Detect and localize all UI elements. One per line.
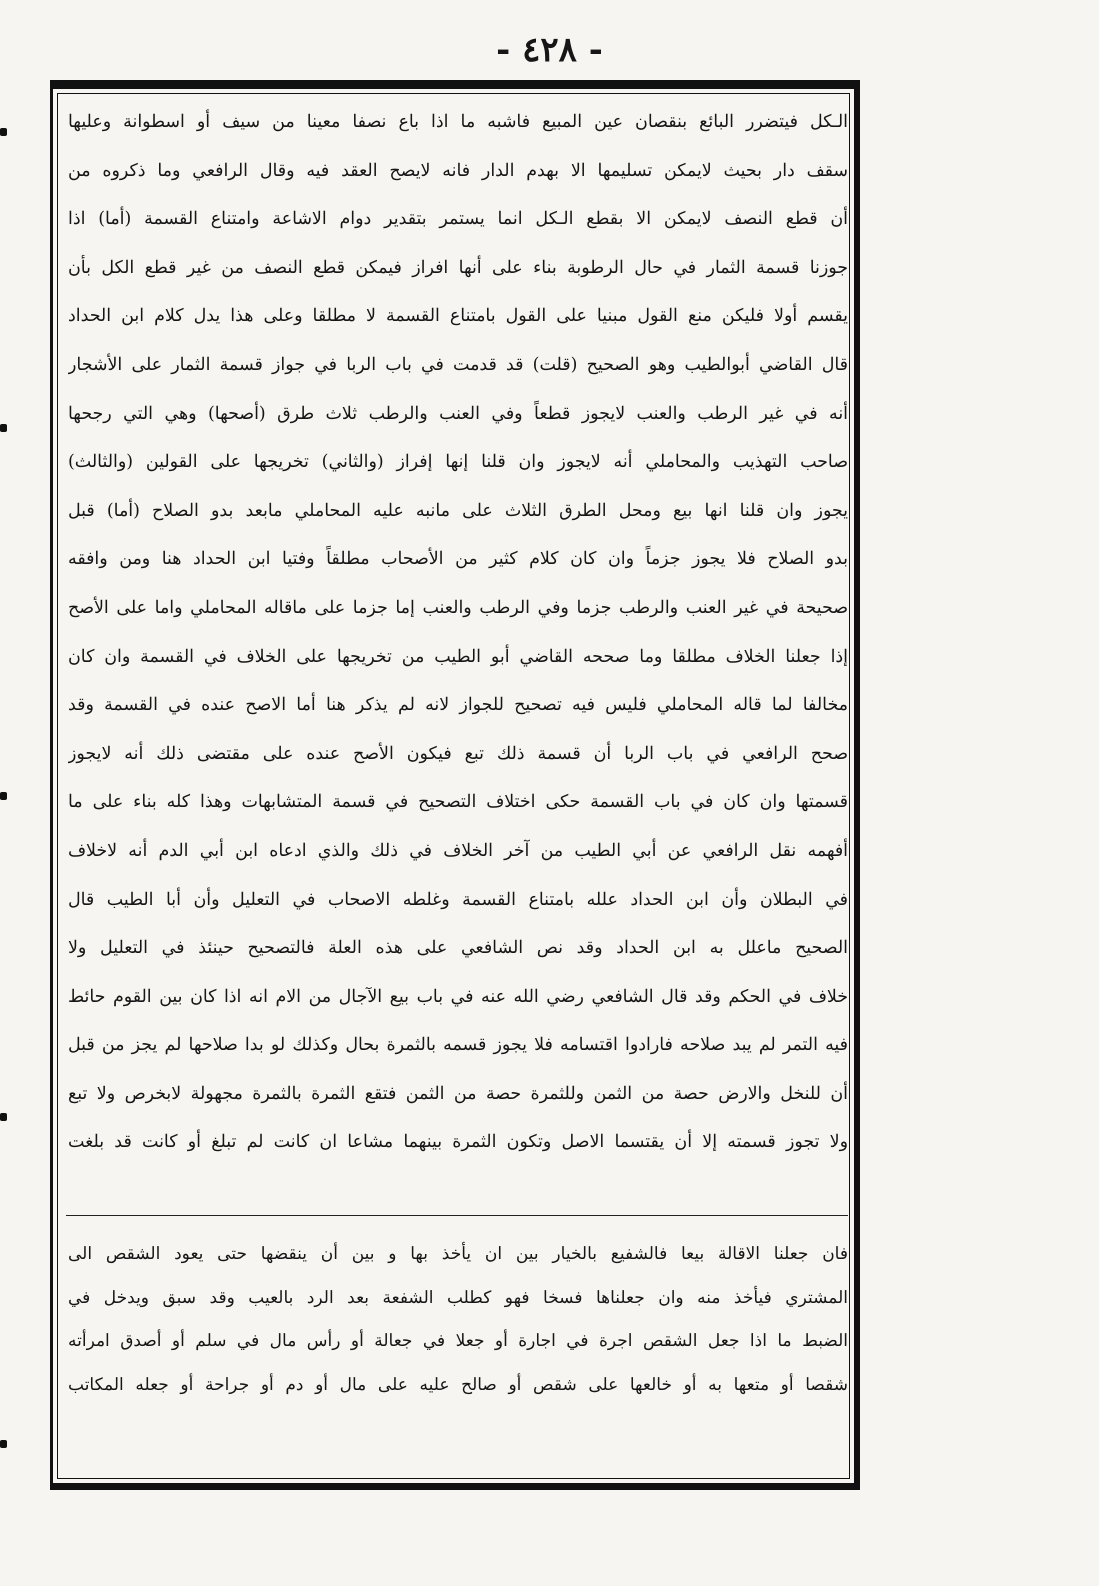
footnote-line: الضبط ما اذا جعل الشقص اجرة في اجارة أو جعلا في جعالة أو رأس مال في سلم أو أصدق امرأته (68, 1331, 848, 1351)
text-line: الصحيح ماعلل به ابن الحداد وقد نص الشافعي على هذه العلة فالتصحيح حينئذ في التعليل ولا (68, 938, 848, 959)
footnote-separator (66, 1215, 848, 1216)
text-line: أنه في غير الرطب والعنب لايجوز قطعاً وفي العنب والرطب ثلاث طرق (أصحها) وهي التي رجحها (68, 403, 848, 424)
text-line: صحيحة في غير العنب والرطب جزما وفي الرطب والعنب إما جزما على ماقاله المحاملي واما على الأصح (68, 597, 848, 618)
footnote-line: المشتري فيأخذ منه وان جعلناها فسخا فهو كطلب الشفعة بعد الرد بالعيب وقد سبق ويدخل في (68, 1287, 848, 1308)
text-line: يجوز وان قلنا انها بيع ومحل الطرق الثلاث على مانبه عليه المحاملي مابعد بدو الصلاح (أما) قبل (68, 500, 848, 521)
page-number: - ٤٢٨ - (496, 30, 603, 70)
text-line: خلاف في الحكم وقد قال الشافعي رضي الله عنه في باب بيع الآجال من الام انه اذا كان بين القوم حائط (68, 986, 848, 1007)
footnote-line: شقصا أو متعها به أو خالعها على شقص أو صالح عليه على مال أو دم أو جراحة أو جعله المكاتب (68, 1374, 848, 1395)
text-line: بدو الصلاح فلا يجوز جزماً وان كان كلام كثير من الأصحاب مطلقاً وفتيا ابن الحداد هنا ومن وافقه (68, 549, 848, 570)
text-line: الـكل فيتضرر البائع بنقصان عين المبيع فاشبه ما اذا باع نصفا معينا من سيف أو اسطوانة وعليها (68, 112, 848, 132)
text-line: فيه التمر لم يبد صلاحه فارادوا اقتسامه فلا يجوز قسمه بالثمرة بحال وكذلك لو بدا صلاحها لم يجز من قبل (68, 1035, 848, 1056)
text-line: قسمتها وان كان في باب القسمة حكى اختلاف التصحيح في قسمة المتشابهات وهذا كله بناء على ما (68, 792, 848, 813)
margin-mark (0, 1113, 7, 1121)
footnote-block (68, 1233, 848, 1407)
footnote-line: فان جعلنا الاقالة بيعا فالشفيع بالخيار بين ان يأخذ بها و بين أن ينقضها حتى يعود الشقص الى (68, 1244, 848, 1264)
text-line: إذا جعلنا الخلاف مطلقا وما صححه القاضي أبو الطيب من تخريجها على الخلاف في القسمة وان كان (68, 646, 848, 667)
margin-mark (0, 424, 7, 432)
text-line: صاحب التهذيب والمحاملي أنه لايجوز وان قلنا إنها إفراز (والثاني) تخريجها على القولين (والثالث) (68, 452, 848, 473)
main-text-block (68, 98, 848, 1167)
text-line: سقف دار بحيث لايمكن تسليمها الا بهدم الدار فانه لايصح العقد فيه وقال الرافعي وما ذكروه من (68, 160, 848, 181)
text-line: صحح الرافعي في باب الربا أن قسمة ذلك تبع فيكون الأصح عنده على مقتضى ذلك أنه لايجوز (68, 743, 848, 764)
text-line: مخالفا لما قاله المحاملي فليس فيه تصحيح للجواز لانه لم يذكر هنا أما الاصح عنده في القسمة وقد (68, 695, 848, 716)
margin-mark (0, 128, 7, 136)
text-line: جوزنا قسمة الثمار في حال الرطوبة بناء على أنها افراز فيمكن قطع النصف من غير قطع الكل بأن (68, 257, 848, 278)
text-line: في البطلان وأن ابن الحداد علله بامتناع القسمة وغلطه الاصحاب في التعليل وأن أبا الطيب قال (68, 889, 848, 910)
text-line: قال القاضي أبوالطيب وهو الصحيح (قلت) قد قدمت في باب الربا في جواز قسمة الثمار على الأشجار (68, 354, 848, 375)
text-line: أن للنخل والارض حصة من الثمن وللثمرة حصة من الثمن فتقع الثمرة بالثمرة مجهولة لابخرص ولا تبع (68, 1083, 848, 1104)
margin-mark (0, 1440, 7, 1448)
text-line: ولا تجوز قسمته إلا أن يقتسما الاصل وتكون الثمرة بينهما مشاعا ان كانت لم تبلغ أو كانت قد بلغت (68, 1132, 848, 1153)
text-line: أن قطع النصف لايمكن الا بقطع الـكل انما يستمر بتقدير دوام الاشاعة وامتناع القسمة (أما) اذا (68, 209, 848, 230)
text-line: أفهمه نقل الرافعي عن أبي الطيب من آخر الخلاف في ذلك والذي ادعاه ابن أبي الدم أنه لاخلاف (68, 840, 848, 861)
margin-mark (0, 792, 7, 800)
text-line: يقسم أولا فليكن منع القول مبنيا على القول بامتناع القسمة لا مطلقا وعلى هذا يدل كلام ابن الحداد (68, 306, 848, 327)
